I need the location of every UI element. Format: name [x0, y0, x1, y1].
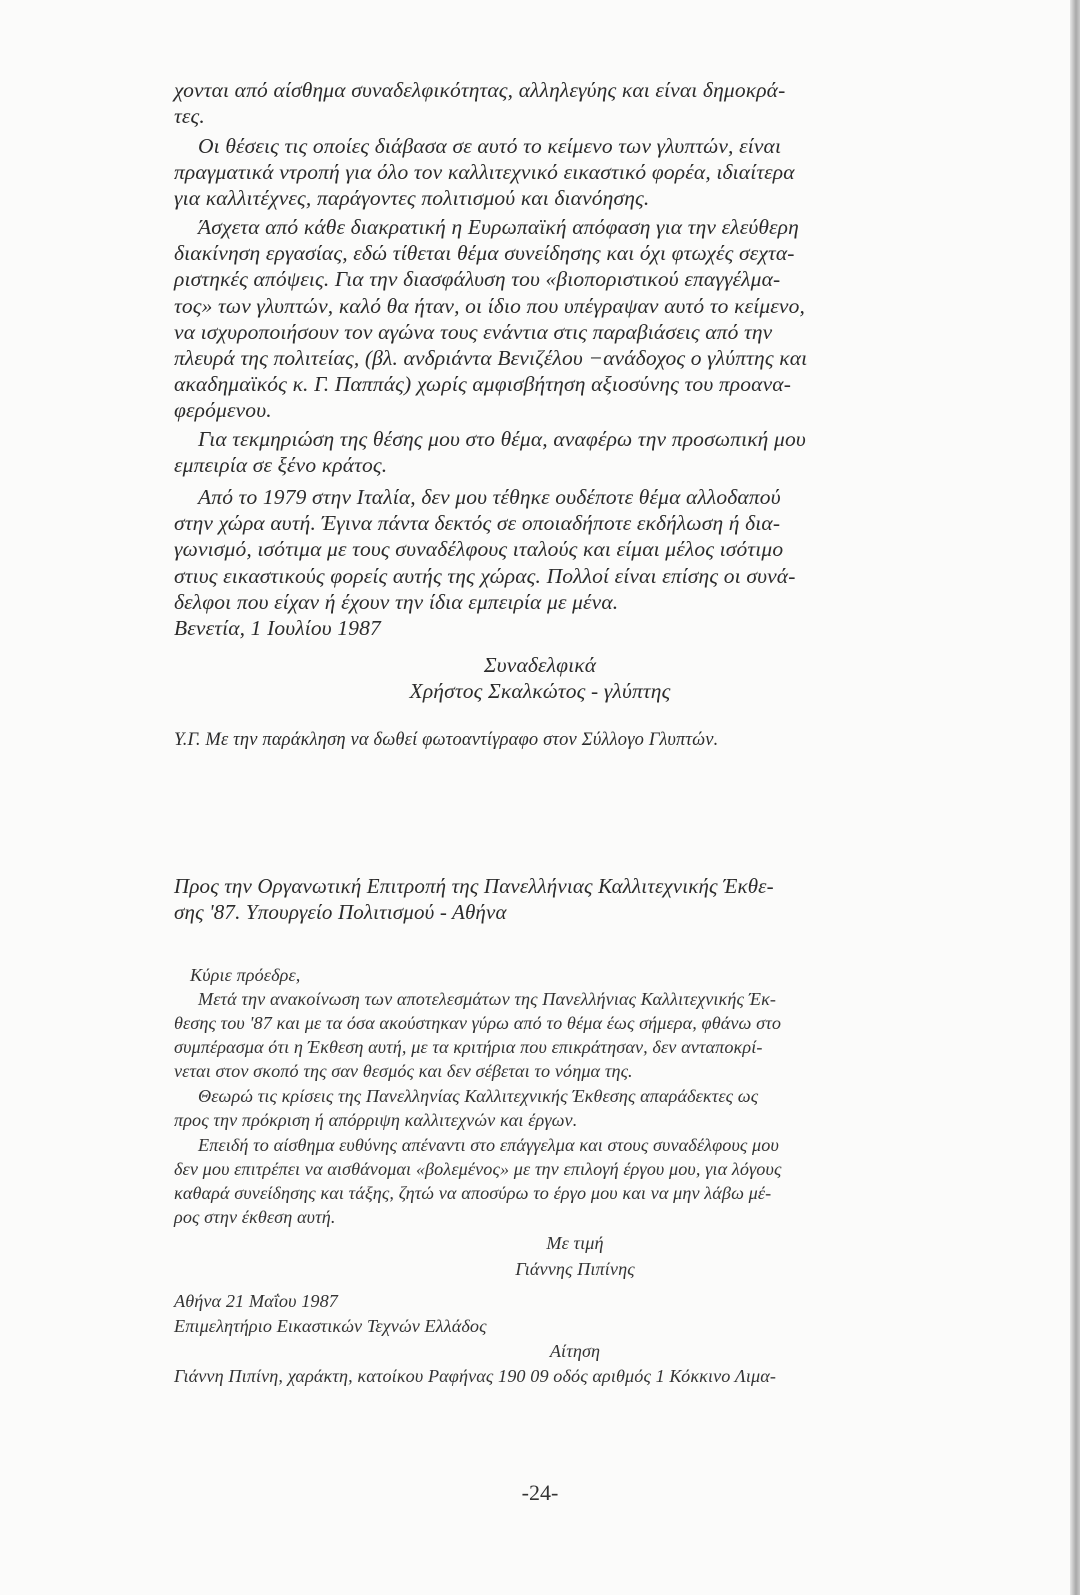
place-date: Βενετία, 1 Ιουλίου 1987 — [174, 616, 381, 640]
paragraph-line: Επειδή το αίσθημα ευθύνης απέναντι στο επάγγελμα και στους συναδέλφους μου — [198, 1135, 779, 1155]
paragraph-line: χονται από αίσθημα συναδελφικότητας, αλληλεγύης και είναι δημοκρά- — [174, 78, 786, 102]
paragraph-line: φερόμενου. — [174, 398, 272, 422]
paragraph-line: στιυς εικαστικούς φορείς αυτής της χώρας. Πολλοί είναι επίσης οι συνά- — [174, 564, 796, 588]
paragraph-line: θεσης του '87 και με τα όσα ακούστηκαν γύρω από το θέμα έως σήμερα, φθάνω στο — [174, 1013, 782, 1033]
paragraph-line: γωνισμό, ισότιμα με τους συναδέλφους ιταλούς και είμαι μέλος ισότιμο — [174, 537, 784, 561]
paragraph-line: στην χώρα αυτή. Έγινα πάντα δεκτός σε οποιαδήποτε εκδήλωση ή δια- — [174, 511, 781, 535]
paragraph-line: Οι θέσεις τις οποίες διάβασα σε αυτό το κείμενο των γλυπτών, είναι — [198, 134, 782, 158]
paragraph-line: δελφοι που είχαν ή έχουν την ίδια εμπειρία με μένα. — [174, 590, 619, 614]
paragraph-line: εμπειρία σε ξένο κράτος. — [174, 453, 388, 477]
place-date: Αθήνα 21 Μαΐου 1987 — [174, 1291, 338, 1311]
paragraph-line: ακαδημαϊκός κ. Γ. Παππάς) χωρίς αμφισβήτηση αξιοσύνης του προανα- — [174, 372, 792, 396]
postscript: Υ.Γ. Με την παράκληση να δωθεί φωτοαντίγραφο στον Σύλλογο Γλυπτών. — [174, 730, 719, 750]
paragraph-line: καθαρά συνείδησης και τάξης, ζητώ να αποσύρω το έργο μου και να μην λάβω μέ- — [174, 1183, 772, 1203]
closing: Με τιμή — [546, 1233, 604, 1253]
paragraph-line: προς την πρόκριση ή απόρριψη καλλιτεχνών και έργων. — [174, 1110, 578, 1130]
closing: Συναδελφικά — [483, 653, 597, 677]
paragraph-line: Από το 1979 στην Ιταλία, δεν μου τέθηκε ουδέποτε θέμα αλλοδαπού — [198, 485, 781, 509]
paragraph-line: διακίνηση εργασίας, εδώ τίθεται θέμα συνείδησης και όχι φτωχές σεχτα- — [174, 241, 795, 265]
paragraph-line: συμπέρασμα ότι η Έκθεση αυτή, με τα κριτήρια που επικράτησαν, δεν ανταποκρί- — [174, 1037, 763, 1057]
paragraph-line: νεται στον σκοπό της σαν θεσμός και δεν σέβεται το νόημα της. — [174, 1061, 633, 1081]
application-title: Αίτηση — [549, 1341, 601, 1361]
paragraph-line: ρος στην έκθεση αυτή. — [174, 1207, 336, 1227]
paragraph-line: Θεωρώ τις κρίσεις της Πανελληνίας Καλλιτεχνικής Έκθεσης απαράδεκτες ως — [198, 1086, 759, 1106]
paragraph-line: Γιάννη Πιπίνη, χαράκτη, κατοίκου Ραφήνας 190 09 οδός αριθμός 1 Κόκκινο Λιμα- — [174, 1366, 777, 1386]
paragraph-line: δεν μου επιτρέπει να αισθάνομαι «βολεμένος» με την επιλογή έργου μου, για λόγους — [174, 1159, 782, 1179]
addressee-line: σης '87. Υπουργείο Πολιτισμού - Αθήνα — [174, 900, 507, 924]
signature: Γιάννης Πιπίνης — [515, 1259, 635, 1279]
paragraph-line: τος» των γλυπτών, καλό θα ήταν, οι ίδιο που υπέγραψαν αυτό το κείμενο, — [174, 294, 805, 318]
paragraph-line: Μετά την ανακοίνωση των αποτελεσμάτων της Πανελλήνιας Καλλιτεχνικής Έκ- — [198, 989, 777, 1009]
page-number: -24- — [521, 1480, 559, 1505]
signature: Χρήστος Σκαλκώτος - γλύπτης — [409, 679, 671, 703]
paragraph-line: Άσχετα από κάθε διακρατική η Ευρωπαϊκή απόφαση για την ελεύθερη — [198, 215, 799, 239]
paragraph-line: πραγματικά ντροπή για όλο τον καλλιτεχνικό εικαστικό φορέα, ιδιαίτερα — [174, 160, 795, 184]
paragraph-line: για καλλιτέχνες, παράγοντες πολιτισμού και διανόησης. — [174, 186, 650, 210]
addressee-line: Προς την Οργανωτική Επιτροπή της Πανελλήνιας Καλλιτεχνικής Έκθε- — [174, 874, 774, 898]
paragraph-line: να ισχυροποιήσουν τον αγώνα τους ενάντια στις παραβιάσεις από την — [174, 320, 773, 344]
paragraph-line: τες. — [174, 104, 205, 128]
addressee: Επιμελητήριο Εικαστικών Τεχνών Ελλάδος — [174, 1316, 487, 1336]
paragraph-line: Για τεκμηριώση της θέσης μου στο θέμα, αναφέρω την προσωπική μου — [198, 427, 806, 451]
paragraph-line: πλευρά της πολιτείας, (βλ. ανδριάντα Βενιζέλου −ανάδοχος ο γλύπτης και — [174, 346, 808, 370]
paragraph-line: ριστηκές απόψεις. Για την διασφάλυση του «βιοποριστικού επαγγέλμα- — [174, 267, 781, 291]
salutation: Κύριε πρόεδρε, — [190, 965, 301, 985]
